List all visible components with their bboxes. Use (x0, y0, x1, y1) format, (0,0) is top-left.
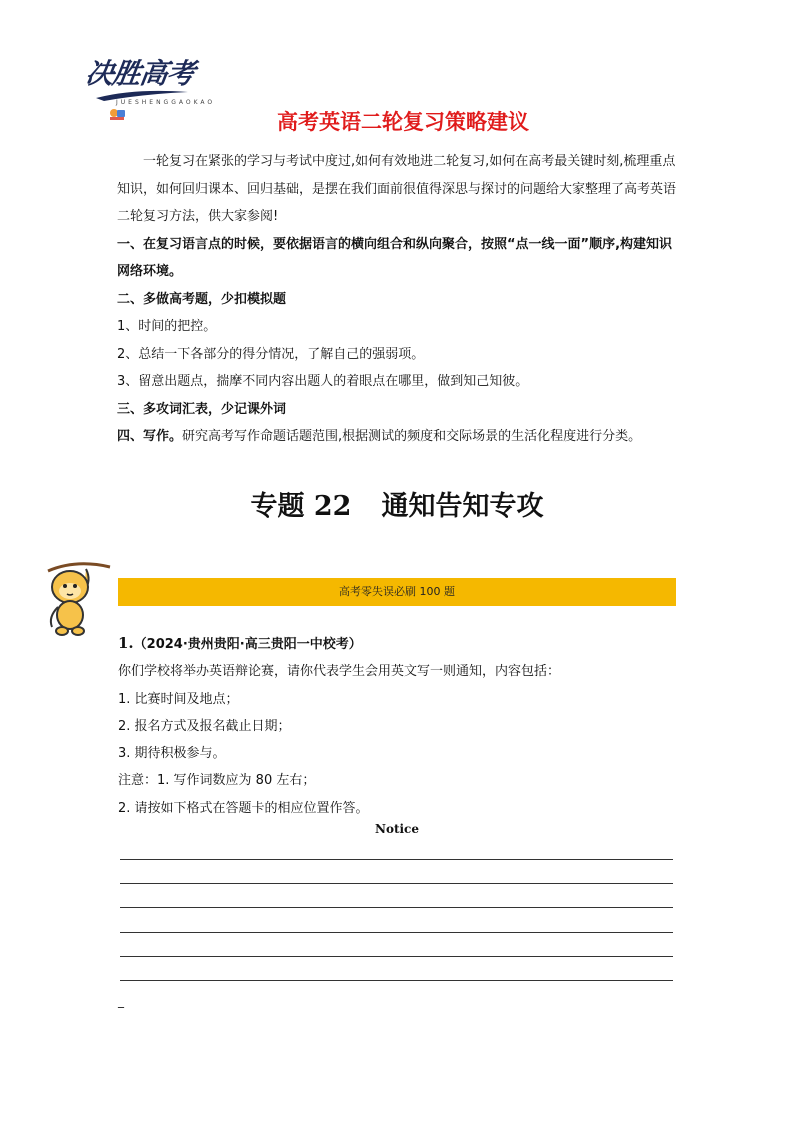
trailing-mark: _ (118, 994, 124, 1008)
topic-label: 专题 22 (250, 491, 352, 522)
answer-lines (120, 859, 673, 1004)
answer-line (120, 907, 673, 908)
topic-heading (0, 484, 794, 523)
answer-line (120, 859, 673, 860)
question-item-1: 1. 比赛时间及地点； (118, 691, 239, 707)
section-banner: 高考零失误必刷 100 题 (118, 578, 676, 606)
question-prompt: 你们学校将举办英语辩论赛，请你代表学生会用英文写一则通知，内容包括： (118, 664, 561, 680)
question-note-2: 2. 请按如下格式在答题卡的相应位置作答。 (118, 800, 369, 816)
question-item-3: 3. 期待积极参与。 (118, 746, 226, 762)
strategy-sub-1: 1、时间的把控。 (117, 319, 217, 334)
answer-line (120, 980, 673, 981)
logo-tagline: JUESHENGGAOKAO (116, 99, 216, 106)
strategy-point-4-head: 四、写作。 (117, 429, 183, 444)
question-1 (118, 630, 678, 822)
strategy-point-4-body: 研究高考写作命题话题范围,根据测试的频度和交际场景的生活化程度进行分类。 (182, 429, 642, 444)
question-note-1: 注意：1. 写作词数应为 80 左右； (118, 773, 316, 789)
question-source: （2024·贵州贵阳·高三贵阳一中校考） (133, 637, 362, 652)
intro-paragraph: 一轮复习在紧张的学习与考试中度过,如何有效地进二轮复习,如何在高考最关键时刻,梳理重点知识，如何回归课本、回归基础，是摆在我们面前很值得深思与探讨的问题给大家整理了高考英语二轮复习方法，供大家参阅! (117, 154, 677, 224)
notice-heading: Notice (374, 822, 419, 836)
strategy-sub-2: 2、总结一下各部分的得分情况，了解自己的强弱项。 (117, 346, 425, 362)
question-item-2: 2. 报名方式及报名截止日期； (118, 718, 291, 734)
answer-line (120, 883, 673, 884)
monkey-mascot-icon (40, 557, 112, 637)
answer-line (120, 932, 673, 933)
strategy-point-3: 三、多攻词汇表，少记课外词 (117, 401, 287, 417)
topic-name: 通知告知专攻 (381, 491, 544, 522)
strategy-point-2: 二、多做高考题，少扣模拟题 (117, 291, 287, 307)
question-number: 1. (118, 634, 134, 652)
logo-text: 决胜高考 (83, 57, 197, 90)
answer-line (120, 956, 673, 957)
strategy-sub-3: 3、留意出题点，揣摩不同内容出题人的着眼点在哪里，做到知己知彼。 (117, 374, 529, 389)
question-header (118, 630, 678, 658)
strategy-point-1: 一、在复习语言点的时候，要依据语言的横向组合和纵向聚合，按照“点一线一面”顺序,构建知识网络环境。 (117, 236, 673, 279)
page-title: 高考英语二轮复习策略建议 (277, 110, 529, 134)
strategy-point-4 (117, 423, 677, 451)
intro-section (117, 148, 677, 451)
